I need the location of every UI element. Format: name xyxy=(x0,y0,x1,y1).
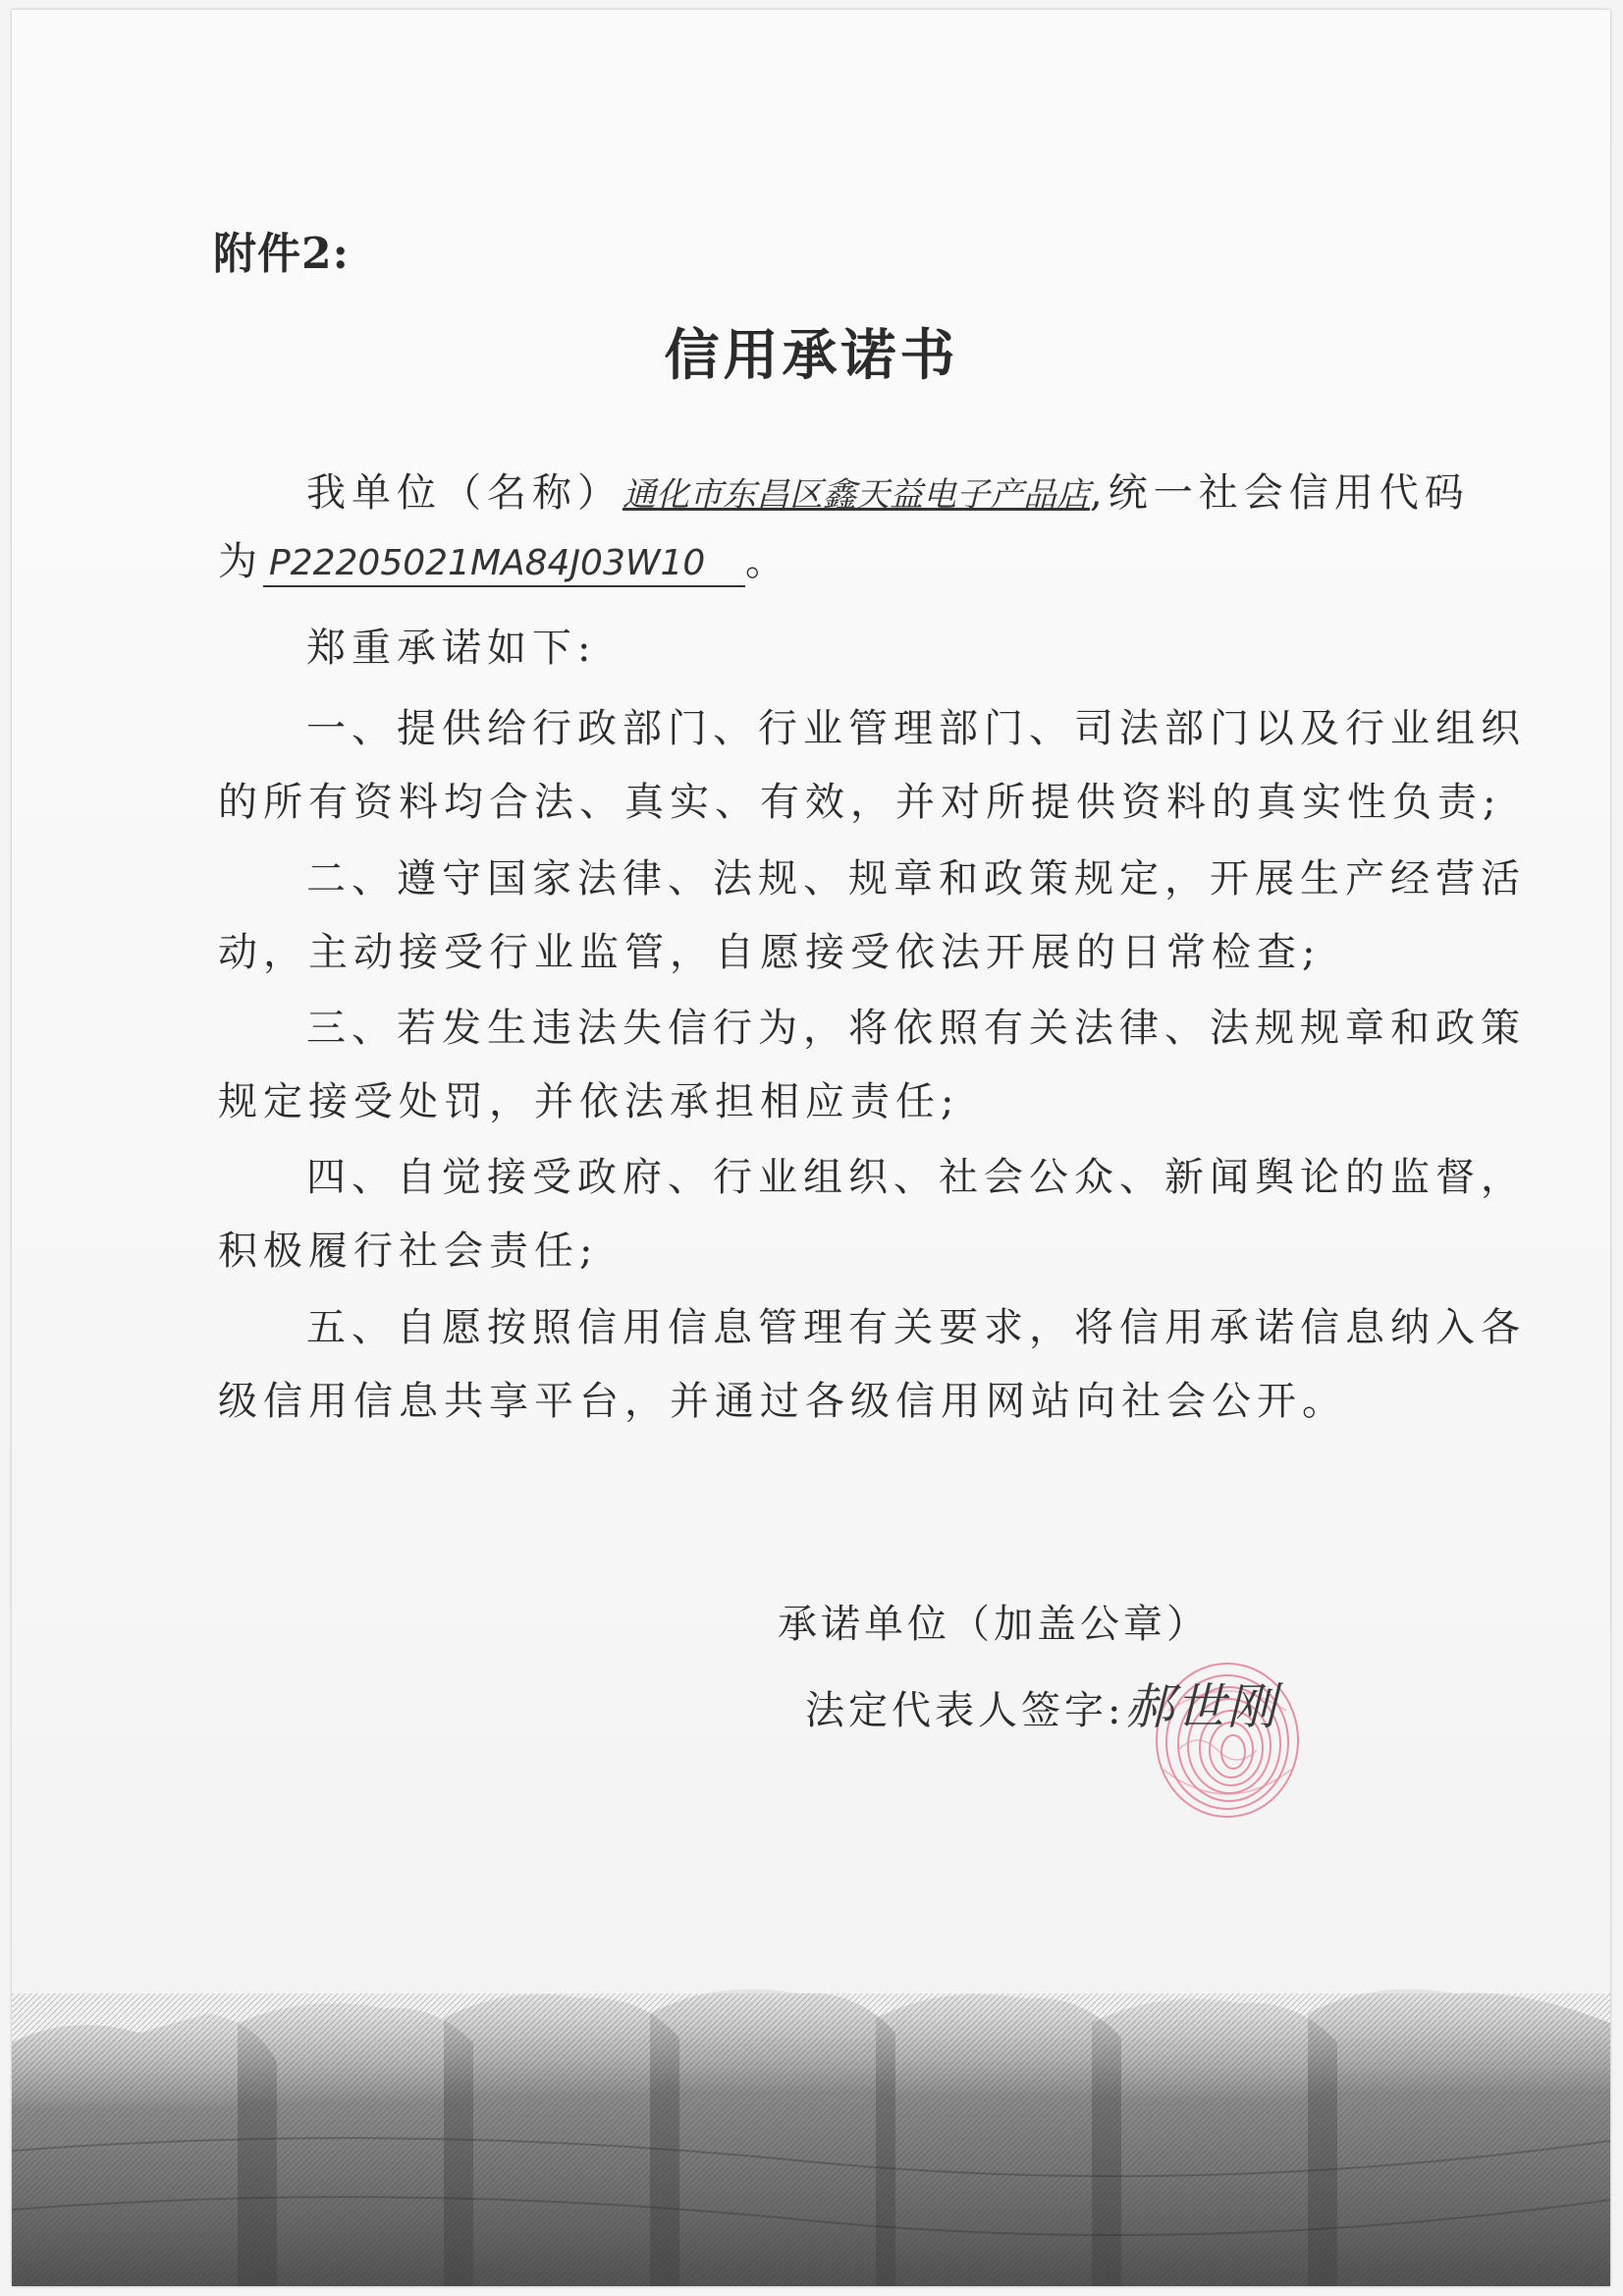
item-1-line-1: 一、提供给行政部门、行业管理部门、司法部门以及行业组织 xyxy=(306,706,1526,751)
intro-line-1 xyxy=(306,462,1470,518)
attachment-label: 附件2: xyxy=(213,229,350,279)
credit-code-handwritten: P22205021MA84J03W10 xyxy=(263,542,745,587)
unit-name-handwritten: 通化市东昌区鑫天益电子产品店 xyxy=(622,475,1090,515)
unit-seal-label: 承诺单位（加盖公章） xyxy=(778,1602,1210,1647)
item-1-line-2: 的所有资料均合法、真实、有效，并对所提供资料的真实性负责; xyxy=(218,780,1502,825)
intro-line-2 xyxy=(218,530,790,587)
decorative-background-art xyxy=(12,1954,1610,2286)
item-5-line-2: 级信用信息共享平台，并通过各级信用网站向社会公开。 xyxy=(218,1379,1347,1424)
item-3-line-2: 规定接受处罚，并依法承担相应责任; xyxy=(218,1079,960,1124)
item-4-line-1: 四、自觉接受政府、行业组织、社会公众、新闻舆论的监督， xyxy=(306,1155,1526,1200)
item-4-line-2: 积极履行社会责任; xyxy=(218,1229,599,1274)
code-suffix: 。 xyxy=(745,539,790,584)
item-2-line-1: 二、遵守国家法律、法规、规章和政策规定，开展生产经营活 xyxy=(306,856,1526,902)
document-page xyxy=(12,10,1610,2286)
rep-signature-handwritten: 郝世刚 xyxy=(1124,1678,1278,1735)
item-2-line-2: 动，主动接受行业监管，自愿接受依法开展的日常检查; xyxy=(218,930,1322,975)
document-title: 信用承诺书 xyxy=(664,323,959,388)
pledge-heading: 郑重承诺如下: xyxy=(306,626,597,671)
rep-sign-line xyxy=(805,1667,1277,1738)
item-5-line-1: 五、自愿按照信用信息管理有关要求，将信用承诺信息纳入各 xyxy=(306,1305,1526,1350)
item-3-line-1: 三、若发生违法失信行为，将依照有关法律、法规规章和政策 xyxy=(306,1006,1526,1051)
intro-prefix: 我单位（名称） xyxy=(306,470,622,516)
code-prefix: 为 xyxy=(218,539,263,584)
intro-suffix: ,统一社会信用代码 xyxy=(1090,470,1470,516)
rep-sign-label: 法定代表人签字: xyxy=(805,1688,1125,1733)
